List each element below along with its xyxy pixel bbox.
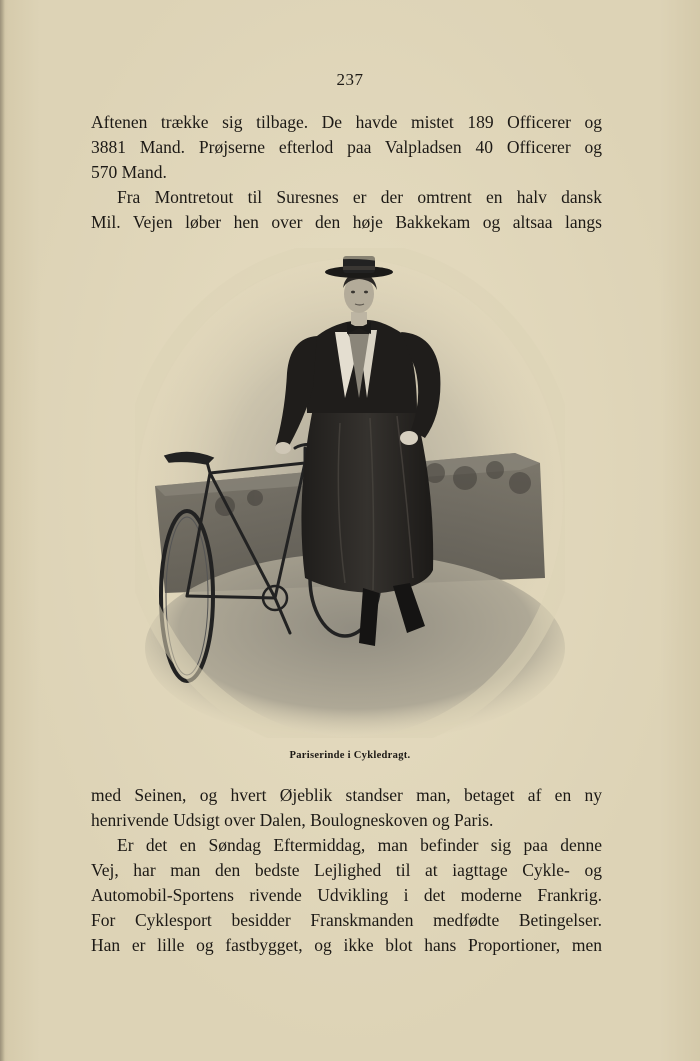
illustration-woman-bicycle xyxy=(135,248,565,738)
text-line: Mil. Vejen løber hen over den høje Bakkekam og altsaa langs xyxy=(91,212,602,232)
text-line: Han er lille og fastbygget, og ikke blot hans Proportioner, men xyxy=(91,935,602,955)
page-spine-shadow xyxy=(0,0,5,1061)
text-line: For Cyklesport besidder Franskmanden medfødte Betingelser. xyxy=(91,910,602,930)
text-line: 570 Mand. xyxy=(91,162,167,182)
page-number: 237 xyxy=(336,70,364,89)
text-line: 3881 Mand. Prøjserne efterlod paa Valpladsen 40 Officerer og xyxy=(91,137,602,157)
text-line: Fra Montretout til Suresnes er der omtrent en halv dansk xyxy=(117,187,602,207)
text-line: med Seinen, og hvert Øjeblik standser man, betaget af en ny xyxy=(91,785,602,805)
figure-caption: Pariserinde i Cykledragt. xyxy=(289,750,411,761)
text-line: Vej, har man den bedste Lejlighed til at iagttage Cykle- og xyxy=(91,860,602,880)
text-line: Automobil-Sportens rivende Udvikling i det moderne Frankrig. xyxy=(91,885,602,905)
text-line: henrivende Udsigt over Dalen, Boulogneskoven og Paris. xyxy=(91,810,494,830)
text-line: Er det en Søndag Eftermiddag, man befinder sig paa denne xyxy=(117,835,602,855)
text-line: Aftenen trække sig tilbage. De havde mistet 189 Officerer og xyxy=(91,112,602,132)
